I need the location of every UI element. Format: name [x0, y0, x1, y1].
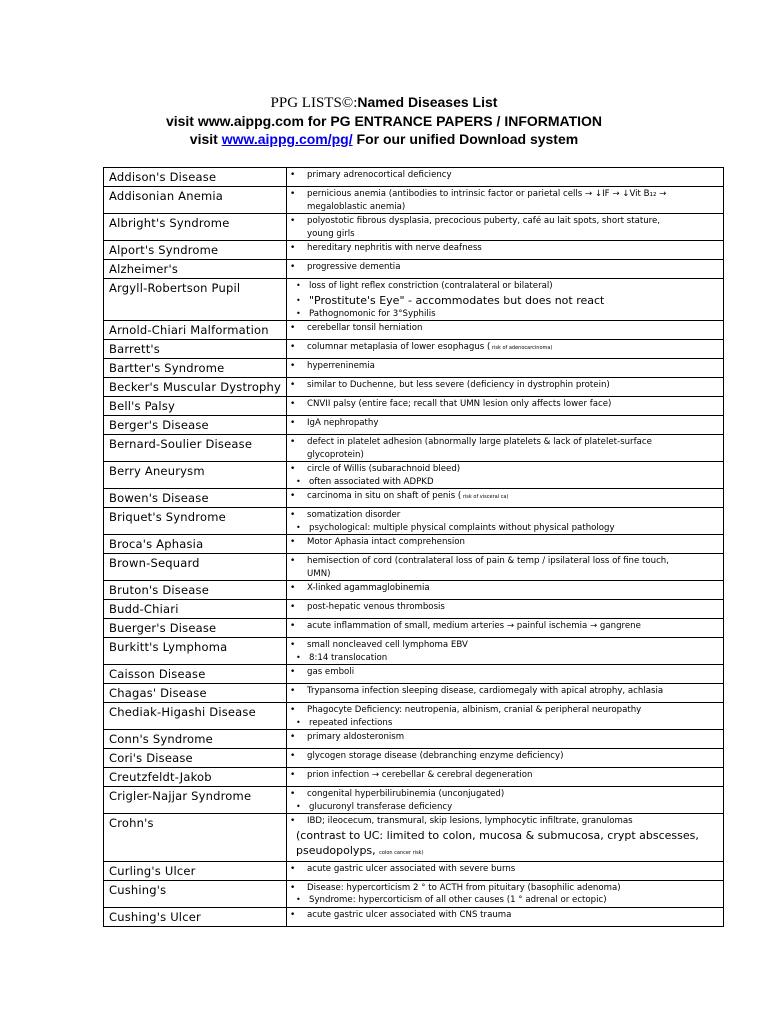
disease-name: Cushing's Ulcer	[104, 907, 287, 926]
bullet	[290, 639, 721, 652]
sub-bullet	[290, 894, 721, 907]
table-row	[104, 168, 724, 187]
table-row	[104, 214, 724, 241]
disease-name: Berry Aneurysm	[104, 462, 287, 489]
bullet-text: acute inflammation of small, medium arteries → painful ischemia → gangrene	[307, 621, 641, 631]
disease-name: Broca's Aphasia	[104, 535, 287, 554]
table-row	[104, 581, 724, 600]
bullet-text: Phagocyte Deficiency: neutropenia, albinism, cranial & peripheral neuropathy	[307, 705, 642, 715]
bullet-icon: •	[290, 863, 296, 874]
bullet-text: prion infection → cerebellar & cerebral degeneration	[307, 770, 533, 780]
disease-name: Bell's Palsy	[104, 397, 287, 416]
disease-name: Bernard-Soulier Disease	[104, 435, 287, 462]
bullet-icon: •	[290, 537, 296, 547]
disease-name: Curling's Ulcer	[104, 861, 287, 880]
note-large: (contrast to UC: limited to colon, mucosa & submucosa, crypt abscesses, pseudopolyps, colon cancer risk)	[296, 828, 699, 857]
bullet-text: acute gastric ulcer associated with CNS trauma	[307, 909, 512, 920]
disease-description	[287, 600, 724, 619]
disease-description	[287, 619, 724, 638]
disease-description	[287, 907, 724, 926]
bullet-icon: •	[290, 686, 296, 696]
bullet-icon: •	[290, 170, 296, 180]
bullet-icon: •	[290, 705, 296, 715]
disease-description	[287, 340, 724, 359]
bullet	[290, 341, 721, 355]
list-title	[0, 94, 768, 112]
bullet	[290, 509, 721, 522]
table-row	[104, 880, 724, 907]
disease-description	[287, 321, 724, 340]
disease-name: Albright's Syndrome	[104, 214, 287, 241]
bullet-icon: •	[290, 621, 296, 631]
table-row	[104, 435, 724, 462]
diseases-table	[103, 167, 724, 927]
bullet-icon: •	[290, 640, 296, 650]
bullet-text: carcinoma in situ on shaft of penis ( risk of visceral ca)	[307, 491, 509, 501]
bullet-icon: •	[290, 262, 296, 272]
bullet-text: primary adrenocortical deficiency	[307, 170, 452, 180]
bullet-text: pernicious anemia (antibodies to intrinsic factor or parietal cells → ↓IF → ↓Vit B₁₂ → megaloblastic anemia)	[307, 189, 667, 212]
disease-name: Budd-Chiari	[104, 600, 287, 619]
bullet-icon: •	[290, 583, 296, 593]
bullet-icon: •	[290, 323, 296, 333]
disease-name: Brown-Sequard	[104, 554, 287, 581]
disease-description	[287, 489, 724, 508]
table-row	[104, 397, 724, 416]
download-link[interactable]: www.aippg.com/pg/	[221, 131, 353, 147]
disease-name: Becker's Muscular Dystrophy	[104, 378, 287, 397]
bullet	[290, 360, 721, 373]
table-row	[104, 462, 724, 489]
download-prefix: visit	[189, 131, 222, 147]
sub-bullet	[290, 717, 721, 730]
bullet-text: defect in platelet adhesion (abnormally large platelets & lack of platelet-surface glycoprotein)	[307, 437, 652, 460]
bullet-text: 8:14 translocation	[309, 652, 388, 663]
title-prefix: PPG LISTS©:	[270, 95, 358, 111]
disease-name: Bartter's Syndrome	[104, 359, 287, 378]
bullet-icon: •	[296, 717, 301, 727]
disease-description	[287, 397, 724, 416]
table-row	[104, 535, 724, 554]
bullet-text: congenital hyperbilirubinemia (unconjugated)	[307, 789, 505, 799]
bullet-icon: •	[290, 667, 296, 677]
disease-name: Buerger's Disease	[104, 619, 287, 638]
bullet	[290, 582, 721, 595]
bullet-text: similar to Duchenne, but less severe (deficiency in dystrophin protein)	[307, 380, 610, 390]
table-row	[104, 359, 724, 378]
table-row	[104, 321, 724, 340]
disease-description	[287, 359, 724, 378]
bullet-icon: •	[290, 216, 296, 226]
disease-name: Arnold-Chiari Malformation	[104, 321, 287, 340]
disease-name: Alzheimer's	[104, 260, 287, 279]
bullet	[290, 398, 721, 411]
bullet-icon: •	[290, 770, 296, 780]
bullet-icon: •	[290, 399, 296, 409]
sub-bullet	[290, 801, 721, 814]
note-small: risk of visceral ca)	[461, 494, 509, 500]
bullet	[290, 555, 721, 580]
bullet	[290, 815, 721, 828]
bullet-text: Syndrome: hypercorticism of all other causes (1 ° adrenal or ectopic)	[309, 895, 607, 905]
bullet-text: loss of light reflex constriction (contralateral or bilateral)	[309, 281, 553, 291]
disease-description	[287, 880, 724, 907]
bullet	[290, 379, 721, 392]
bullet-text: small noncleaved cell lymphoma EBV	[307, 640, 468, 650]
bullet-icon: •	[290, 882, 296, 893]
bullet	[290, 769, 721, 782]
sub-bullet	[290, 293, 721, 308]
bullet	[290, 169, 721, 182]
disease-description	[287, 861, 724, 880]
disease-name: Barrett's	[104, 340, 287, 359]
bullet-icon: •	[290, 556, 296, 566]
bullet-text: gas emboli	[307, 667, 355, 677]
bullet	[290, 750, 721, 763]
bullet-icon: •	[290, 789, 296, 799]
table-row	[104, 619, 724, 638]
bullet-text: CNVII palsy (entire face; recall that UMN lesion only affects lower face)	[307, 399, 612, 409]
bullet-icon: •	[296, 281, 301, 290]
bullet-icon: •	[290, 909, 296, 920]
bullet	[290, 882, 721, 895]
disease-description	[287, 730, 724, 749]
disease-description	[287, 749, 724, 768]
bullet-icon: •	[290, 491, 296, 501]
bullet	[290, 788, 721, 801]
bullet	[290, 685, 721, 698]
disease-description	[287, 787, 724, 814]
disease-name: Cushing's	[104, 880, 287, 907]
note-small: colon cancer risk)	[379, 849, 424, 856]
table-row	[104, 703, 724, 730]
bullet	[290, 909, 721, 922]
bullet	[290, 436, 721, 461]
bullet	[290, 731, 721, 744]
title-text: Named Diseases List	[357, 94, 498, 110]
disease-description	[287, 187, 724, 214]
bullet-text: cerebellar tonsil herniation	[307, 323, 423, 333]
sub-bullet	[290, 476, 721, 489]
disease-description	[287, 684, 724, 703]
bullet	[290, 215, 721, 240]
table-row	[104, 907, 724, 926]
disease-name: Conn's Syndrome	[104, 730, 287, 749]
disease-name: Creutzfeldt-Jakob	[104, 768, 287, 787]
disease-description	[287, 638, 724, 665]
bullet-text: often associated with ADPKD	[309, 476, 434, 487]
disease-description	[287, 508, 724, 535]
bullet-text: glucuronyl transferase deficiency	[309, 801, 453, 812]
bullet	[290, 536, 721, 549]
bullet-text: X-linked agammaglobinemia	[307, 583, 430, 593]
bullet-icon: •	[296, 522, 301, 532]
bullet-text: hyperreninemia	[307, 361, 375, 371]
table-row	[104, 638, 724, 665]
sub-bullet	[290, 652, 721, 665]
bullet-text: "Prostitute's Eye" - accommodates but does not react	[309, 293, 605, 307]
sub-bullet	[290, 308, 721, 321]
sub-bullet	[290, 280, 721, 293]
disease-description	[287, 581, 724, 600]
table-row	[104, 768, 724, 787]
bullet	[290, 490, 721, 504]
bullet-text: polyostotic fibrous dysplasia, precocious puberty, café au lait spots, short stature, young girls	[307, 216, 661, 239]
disease-description	[287, 814, 724, 862]
bullet-icon: •	[296, 801, 301, 811]
disease-description	[287, 260, 724, 279]
table-row	[104, 340, 724, 359]
bullet	[290, 322, 721, 335]
bullet	[290, 463, 721, 476]
bullet-icon: •	[290, 464, 296, 474]
table-row	[104, 378, 724, 397]
table-row	[104, 508, 724, 535]
disease-name: Addison's Disease	[104, 168, 287, 187]
bullet-text: somatization disorder	[307, 510, 401, 520]
bullet-icon: •	[296, 295, 301, 305]
disease-description	[287, 416, 724, 435]
bullet-icon: •	[290, 602, 296, 612]
table-row	[104, 279, 724, 321]
bullet	[290, 863, 721, 876]
bullet-text: Trypansoma infection sleeping disease, cardiomegaly with apical atrophy, achlasia	[307, 686, 664, 696]
bullet	[290, 417, 721, 430]
disease-name: Caisson Disease	[104, 665, 287, 684]
bullet-text: primary aldosteronism	[307, 732, 405, 742]
bullet-text: IgA nephropathy	[307, 418, 379, 428]
disease-description	[287, 435, 724, 462]
download-line	[0, 131, 768, 147]
bullet-icon: •	[290, 380, 296, 390]
disease-name: Bowen's Disease	[104, 489, 287, 508]
disease-description	[287, 462, 724, 489]
bullet-text: repeated infections	[309, 717, 393, 728]
bullet	[290, 666, 721, 679]
bullet-text: columnar metaplasia of lower esophagus ( risk of adenocarcinoma)	[307, 342, 553, 352]
table-row	[104, 730, 724, 749]
disease-description	[287, 665, 724, 684]
table-row	[104, 416, 724, 435]
bullet-icon: •	[296, 308, 301, 318]
disease-name: Cori's Disease	[104, 749, 287, 768]
disease-description	[287, 535, 724, 554]
bullet	[290, 188, 721, 213]
table-row	[104, 489, 724, 508]
bullet-icon: •	[290, 751, 296, 761]
table-row	[104, 241, 724, 260]
disease-description	[287, 378, 724, 397]
bullet-icon: •	[290, 732, 296, 742]
table-row	[104, 260, 724, 279]
bullet-icon: •	[290, 342, 296, 352]
note-small: risk of adenocarcinoma)	[490, 345, 553, 351]
table-row	[104, 187, 724, 214]
bullet-text: Motor Aphasia intact comprehension	[307, 537, 465, 547]
bullet	[290, 601, 721, 614]
bullet-text: Pathognomonic for 3°Syphilis	[309, 308, 436, 319]
bullet	[290, 620, 721, 633]
bullet-text: post-hepatic venous thrombosis	[307, 602, 445, 612]
table-row	[104, 665, 724, 684]
bullet-text: psychological: multiple physical complaints without physical pathology	[309, 522, 615, 533]
bullet-icon: •	[296, 895, 301, 904]
bullet-icon: •	[290, 816, 296, 826]
bullet-text: acute gastric ulcer associated with severe burns	[307, 863, 516, 874]
disease-description	[287, 703, 724, 730]
bullet-icon: •	[296, 652, 301, 662]
disease-name: Alport's Syndrome	[104, 241, 287, 260]
table-row	[104, 814, 724, 862]
disease-name: Crigler-Najjar Syndrome	[104, 787, 287, 814]
bullet-icon: •	[290, 418, 296, 428]
sub-bullet	[290, 522, 721, 535]
bullet-text: IBD; ileocecum, transmural, skip lesions, lymphocytic infiltrate, granulomas	[307, 816, 633, 826]
bullet-text: Disease: hypercorticism 2 ° to ACTH from pituitary (basophilic adenoma)	[307, 882, 621, 893]
bullet-text: hereditary nephritis with nerve deafness	[307, 243, 482, 253]
disease-name: Crohn's	[104, 814, 287, 862]
table-row	[104, 600, 724, 619]
bullet-icon: •	[290, 361, 296, 371]
disease-description	[287, 768, 724, 787]
bullet-text: progressive dementia	[307, 262, 401, 272]
disease-name: Briquet's Syndrome	[104, 508, 287, 535]
bullet-icon: •	[290, 510, 296, 520]
bullet-icon: •	[290, 243, 296, 253]
disease-description	[287, 279, 724, 321]
bullet-text: glycogen storage disease (debranching enzyme deficiency)	[307, 751, 564, 761]
table-row	[104, 554, 724, 581]
table-row	[104, 749, 724, 768]
disease-description	[287, 214, 724, 241]
bullet-text: hemisection of cord (contralateral loss of pain & temp / ipsilateral loss of fine touch, UMN)	[307, 556, 669, 579]
download-suffix: For our unified Download system	[352, 131, 579, 147]
disease-name: Chediak-Higashi Disease	[104, 703, 287, 730]
table-row	[104, 684, 724, 703]
disease-name: Berger's Disease	[104, 416, 287, 435]
table-row	[104, 787, 724, 814]
bullet-icon: •	[290, 437, 296, 447]
visit-line: visit www.aippg.com for PG ENTRANCE PAPERS / INFORMATION	[165, 113, 603, 129]
disease-description	[287, 241, 724, 260]
table-row	[104, 861, 724, 880]
bullet	[290, 242, 721, 255]
disease-name: Addisonian Anemia	[104, 187, 287, 214]
bullet-icon: •	[296, 476, 301, 486]
disease-name: Bruton's Disease	[104, 581, 287, 600]
disease-description	[287, 168, 724, 187]
disease-description	[287, 554, 724, 581]
disease-name: Burkitt's Lymphoma	[104, 638, 287, 665]
bullet	[290, 261, 721, 274]
bullet-icon: •	[290, 189, 296, 199]
bullet-text: circle of Willis (subarachnoid bleed)	[307, 464, 461, 474]
disease-name: Chagas' Disease	[104, 684, 287, 703]
bullet	[290, 704, 721, 717]
disease-name: Argyll-Robertson Pupil	[104, 279, 287, 321]
